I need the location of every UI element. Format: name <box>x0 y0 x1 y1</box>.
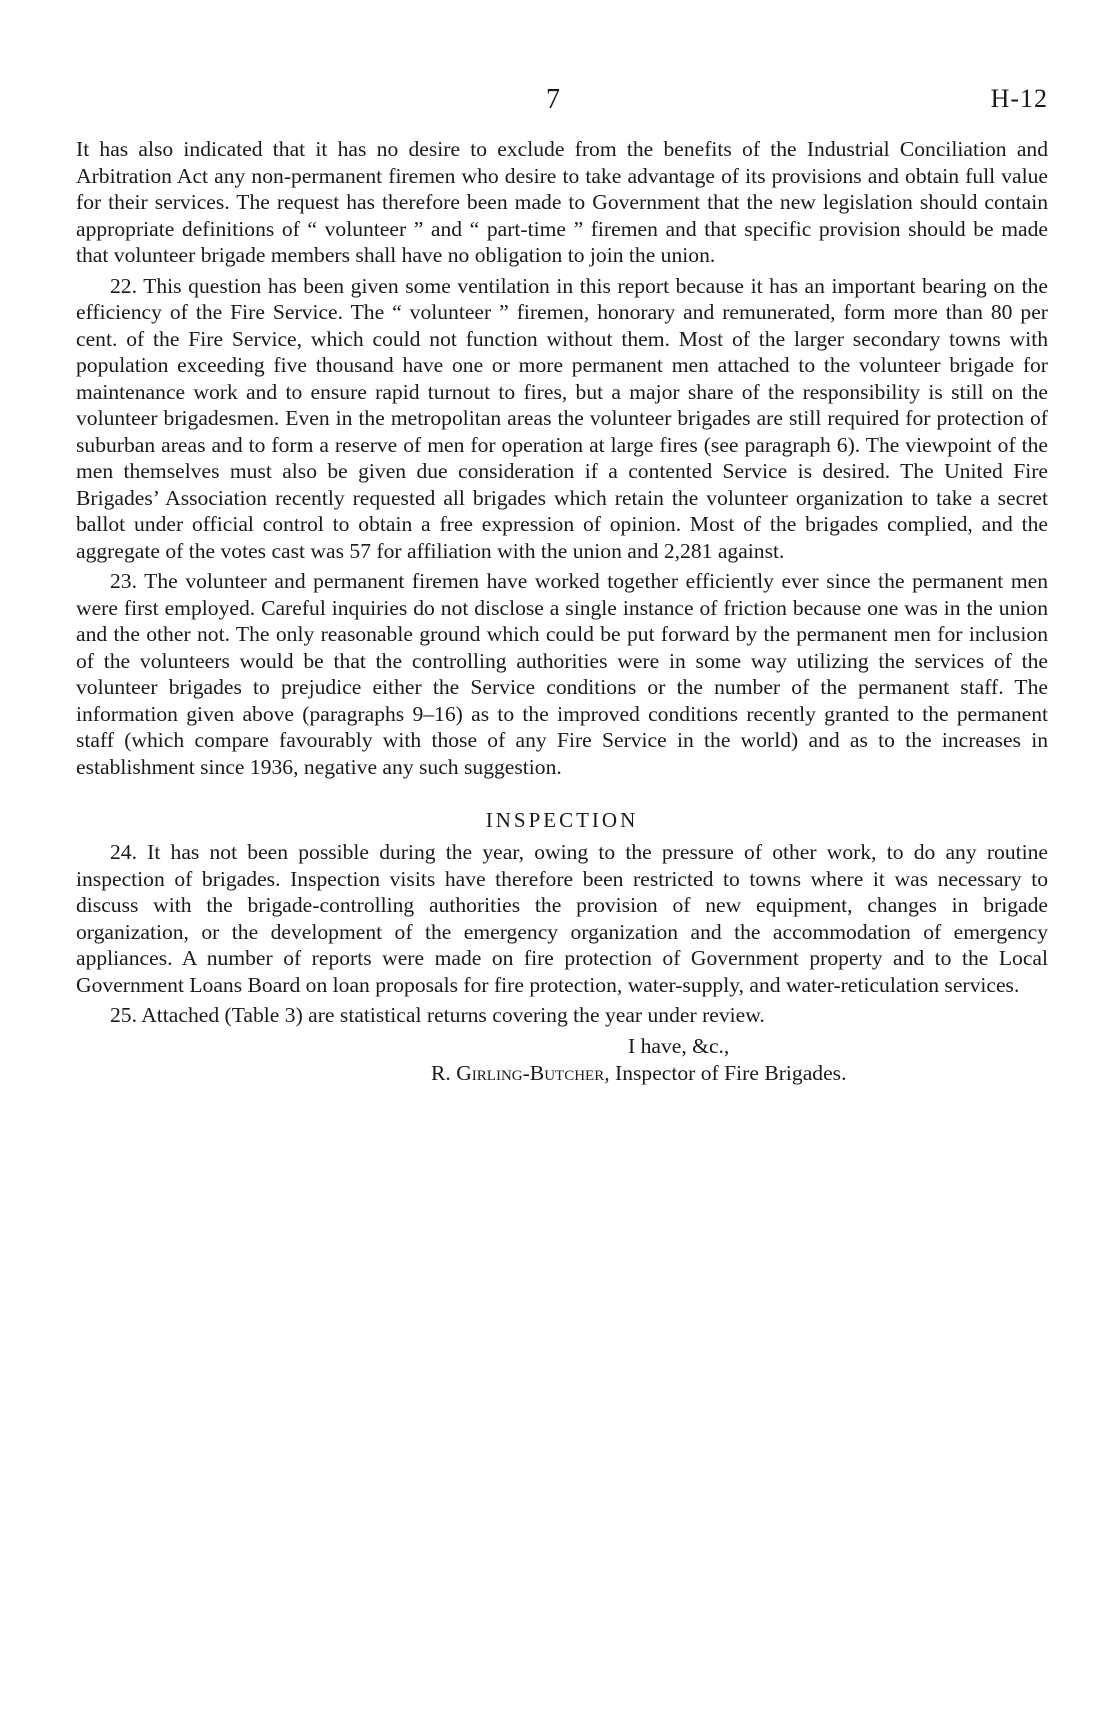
salutation: I have, &c., <box>628 1033 730 1058</box>
paragraph-24: 24. It has not been possible during the year, owing to the pressure of other work, to do any routine inspection of brigades. Inspection visits have therefore been restricted to towns where it was necessary to discuss with the brigade-controlling authorities the provision of new equipment, changes in brigade organization, or the development of the emergency organization and the accommodation of emergency appliances. A number of reports were made on fire protection of Government property and to the Local Government Loans Board on loan proposals for fire protection, water-supply, and water-reticulation services. <box>76 840 1048 997</box>
closing-block <box>76 1033 1048 1087</box>
signatory-title: , Inspector of Fire Brigades. <box>604 1060 847 1085</box>
document-reference: H-12 <box>990 84 1048 113</box>
signature-line <box>76 1060 1048 1087</box>
document-page <box>76 84 1048 1087</box>
paragraph-22: 22. This question has been given some ventilation in this report because it has an important bearing on the efficiency of the Fire Service. The “ volunteer ” firemen, honorary and remunerated, form more than 80 per cent. of the Fire Service, which could not function without them. Most of the larger secondary towns with population exceeding five thousand have one or more permanent men attached to the volunteer brigade for maintenance work and to ensure rapid turnout to fires, but a major share of the responsibility is still on the volunteer brigadesmen. Even in the metropolitan areas the volunteer brigades are still required for protection of suburban areas and to form a reserve of men for operation at large fires (see paragraph 6). The viewpoint of the men themselves must also be given due consideration if a contented Service is desired. The United Fire Brigades’ Association recently requested all brigades which retain the volunteer organization to take a secret ballot under official control to obtain a free expression of opinion. Most of the brigades complied, and the aggregate of the votes cast was 57 for affiliation with the union and 2,281 against. <box>76 273 1048 563</box>
page-number: 7 <box>546 84 560 115</box>
paragraph-23: 23. The volunteer and permanent firemen have worked together efficiently ever since the permanent men were first employed. Careful inquiries do not disclose a single instance of friction because one was in the union and the other not. The only reasonable ground which could be put forward by the permanent men for inclusion of the volunteers would be that the controlling authorities were in some way utilizing the services of the volunteer brigades to prejudice either the Service conditions or the number of the permanent staff. The information given above (paragraphs 9–16) as to the improved conditions recently granted to the permanent staff (which compare favourably with those of any Fire Service in the world) and as to the increases in establishment since 1936, negative any such suggestion. <box>76 569 1048 779</box>
paragraph-25: 25. Attached (Table 3) are statistical returns covering the year under review. <box>110 1003 765 1027</box>
section-heading: INSPECTION <box>485 808 639 832</box>
page-header <box>76 84 1048 124</box>
paragraph-intro: It has also indicated that it has no desire to exclude from the benefits of the Industrial Conciliation and Arbitration Act any non-permanent firemen who desire to take advantage of its provisions and obtain full value for their services. The request has therefore been made to Government that the new legislation should contain appropriate definitions of “ volunteer ” and “ part-time ” firemen and that specific provision should be made that volunteer brigade members shall have no obligation to join the union. <box>76 137 1048 267</box>
signatory-name: R. Girling-Butcher <box>431 1060 605 1085</box>
